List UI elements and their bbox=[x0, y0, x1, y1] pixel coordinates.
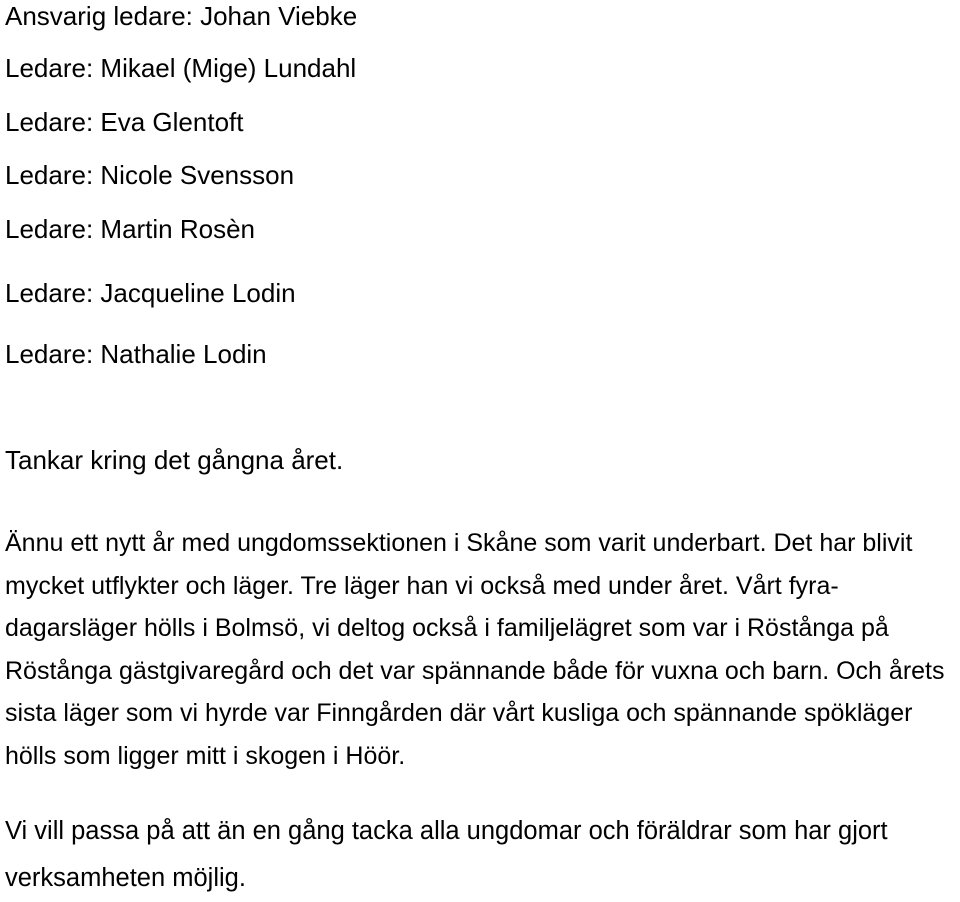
body-paragraph: Ännu ett nytt år med ungdomssektionen i Skåne som varit underbart. Det har blivit mycket utflykter och läger. Tre läger han vi också med under året. Vårt fyra-dagarsläger hölls i Bolmsö, vi deltog också i familjelägret som var i Röstånga på Röstånga gästgivaregård och det var spännande både för vuxna och barn. Och årets sista läger som vi hyrde var Finngården där vårt kusliga och spännande spökläger hölls som ligger mitt i skogen i Höör. bbox=[5, 529, 945, 770]
leader-line-6: Ledare: Jacqueline Lodin bbox=[5, 278, 296, 308]
leader-line-7: Ledare: Nathalie Lodin bbox=[5, 339, 267, 369]
closing-paragraph: Vi vill passa på att än en gång tacka alla ungdomar och föräldrar som har gjort verksamheten möjlig. bbox=[5, 817, 888, 892]
leader-line-3: Ledare: Eva Glentoft bbox=[5, 107, 244, 137]
leader-line-1: Ansvarig ledare: Johan Viebke bbox=[5, 1, 358, 31]
section-heading: Tankar kring det gångna året. bbox=[5, 445, 344, 475]
leader-line-5: Ledare: Martin Rosèn bbox=[5, 214, 256, 244]
leader-line-2: Ledare: Mikael (Mige) Lundahl bbox=[5, 53, 357, 83]
leader-line-4: Ledare: Nicole Svensson bbox=[5, 160, 295, 190]
